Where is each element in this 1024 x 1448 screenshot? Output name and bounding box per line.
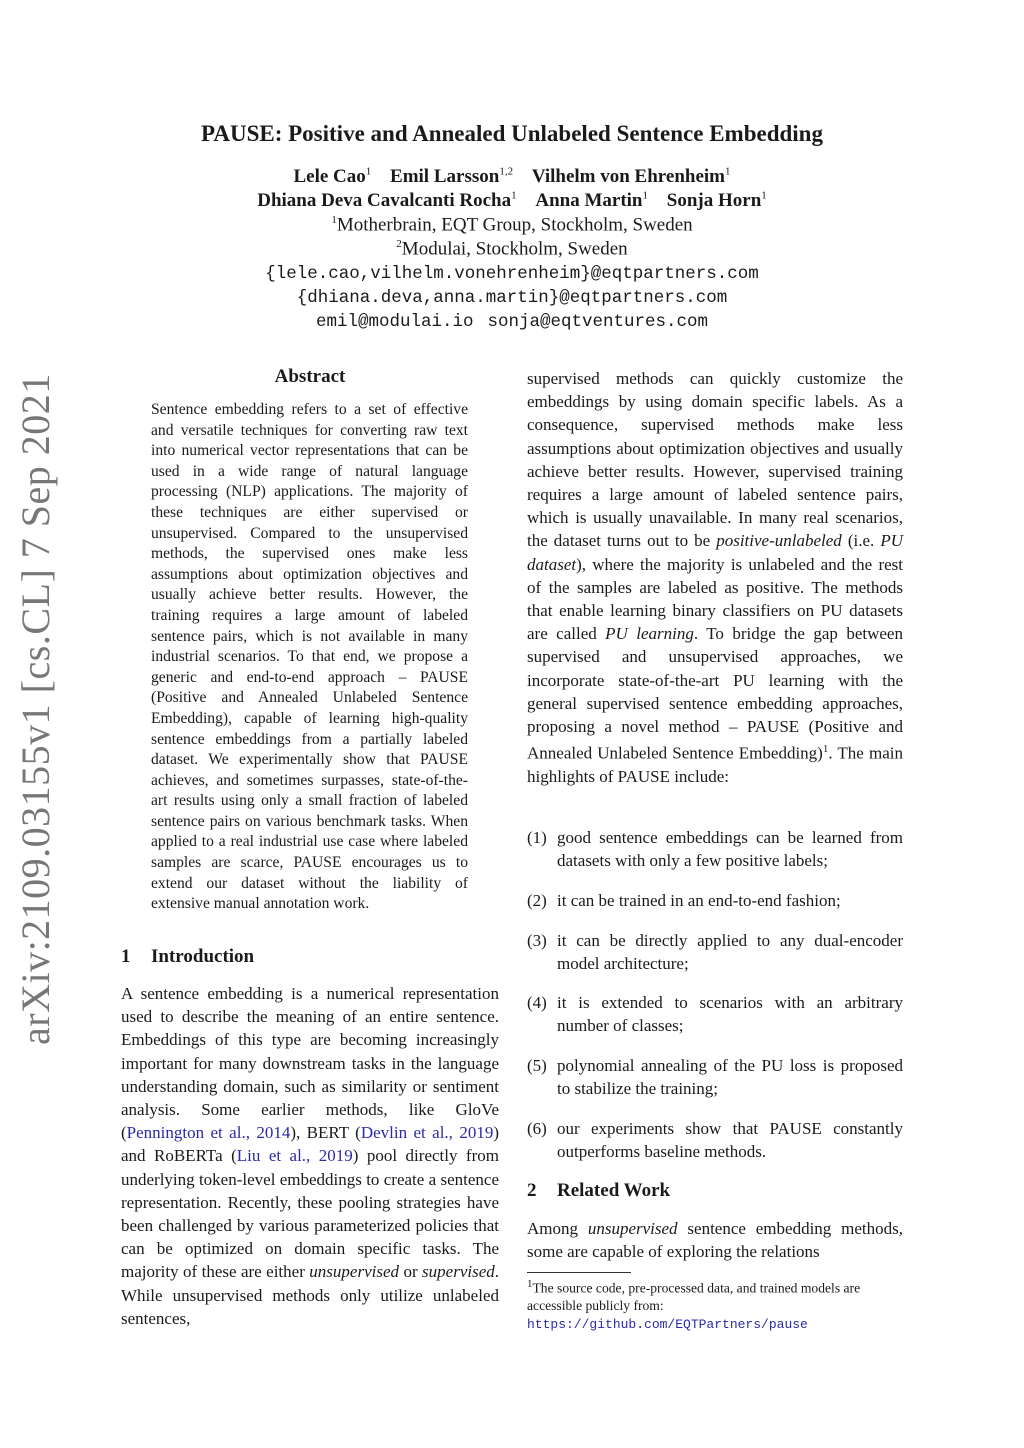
author: Vilhelm von Ehrenheim$^1$ (531, 166, 731, 188)
citation-link[interactable]: Liu et al., 2019 (236, 1146, 353, 1166)
introduction-continued: supervised methods can quickly customize the embeddings by using domain specific labels. As a consequence, supervised methods make less assumptions about optimization objectives and usually achieve better results. However, supervised training requires a large amount of labeled sentence pairs, which is usually unavailable. In many real scenarios, the dataset turns out to be positive-unlabeled (i.e. PU dataset), where the majority is unlabeled and the rest of the samples are labeled as positive. The methods that enable learning binary classifiers on PU datasets are called PU learning. To bridge the gap between supervised and unsupervised approaches, we incorporate state-of-the-art PU learning with the general supervised sentence embedding approaches, proposing a novel method – PAUSE (Positive and Annealed Unlabeled Sentence Embedding)$^1$. The main highlights of PAUSE include: (527, 369, 903, 787)
authors-line-1 (0, 166, 1024, 188)
affiliation-2: $^2$Modulai, Stockholm, Sweden (396, 238, 628, 260)
affiliation-1: $^1$Motherbrain, EQT Group, Stockholm, Sweden (331, 214, 693, 236)
list-item: (2) it can be trained in an end-to-end fashion; (527, 891, 841, 910)
abstract-text: Sentence embedding refers to a set of effective and versatile techniques for converting raw text into numerical vector representations that can be used in a wide range of natural language processing (NLP) applications. The majority of these techniques are either supervised or unsupervised. Compared to the unsupervised methods, the supervised ones make less assumptions about optimization objectives and usually achieve better results. However, the training requires a large amount of labeled sentence pairs, which is not available in many industrial scenarios. To that end, we propose a generic and end-to-end approach – PAUSE (Positive and Annealed Unlabeled Sentence Embedding), capable of learning high-quality sentence embeddings from a partially labeled dataset. We experimentally show that PAUSE achieves, and sometimes surpasses, state-of-the-art results using only a small fraction of labeled sentence pairs on various benchmark tasks. When applied to a real industrial use case where labeled samples are scarce, PAUSE encourages us to extend our dataset without the liability of extensive manual annotation work. (151, 401, 468, 913)
list-item: (4) it is extended to scenarios with an arbitrary number of classes; (527, 993, 903, 1036)
list-item: (3) it can be directly applied to any dual-encoder model architecture; (527, 931, 903, 974)
email-line-2: {dhiana.deva,anna.martin}@eqtpartners.com (296, 288, 728, 308)
list-item: (1) good sentence embeddings can be learned from datasets with only a few positive labels; (527, 828, 903, 871)
author: Anna Martin$^1$ (535, 190, 649, 212)
section-heading-related-work: 2 Related Work (527, 1180, 671, 1201)
citation-link[interactable]: Pennington et al., 2014 (126, 1123, 291, 1143)
list-item: (5) polynomial annealing of the PU loss is proposed to stabilize the training; (527, 1056, 903, 1099)
author: Emil Larsson$^{1,2}$ (390, 166, 514, 188)
abstract-heading: Abstract (274, 366, 346, 387)
author: Sonja Horn$^1$ (666, 190, 767, 212)
author: Lele Cao$^1$ (293, 166, 372, 188)
section-heading-introduction: 1 Introduction (121, 946, 255, 967)
author: Dhiana Deva Cavalcanti Rocha$^1$ (257, 190, 517, 212)
arxiv-stamp: arXiv:2109.03155v1 [cs.CL] 7 Sep 2021 (13, 373, 58, 1045)
list-item: (6) our experiments show that PAUSE constantly outperforms baseline methods. (527, 1119, 903, 1162)
introduction-paragraph: A sentence embedding is a numerical representation used to describe the meaning of an entire sentence. Embeddings of this type are becoming increasingly important for many downstream tasks in the language understanding domain, such as similarity or sentiment analysis. Some earlier methods, like GloVe (Pennington et al., 2014), BERT (Devlin et al., 2019) and RoBERTa (Liu et al., 2019) pool directly from underlying token-level embeddings to create a sentence representation. Recently, these pooling strategies have been challenged by various parameterized policies that can be optimized on domain specific tasks. The majority of these are either unsupervised or supervised. While unsupervised methods only utilize unlabeled sentences, (121, 984, 500, 1328)
authors-line-2 (0, 190, 1024, 212)
related-work-paragraph: Among unsupervised sentence embedding methods, some are capable of exploring the relations (527, 1219, 903, 1262)
footnote-url-link[interactable]: https://github.com/EQTPartners/pause (527, 1316, 808, 1332)
paper-title: PAUSE: Positive and Annealed Unlabeled Sentence Embedding (201, 121, 823, 146)
footnote-ref[interactable]: 1 (822, 743, 829, 756)
email-line-1: {lele.cao,vilhelm.vonehrenheim}@eqtpartners.com (265, 264, 759, 284)
citation-link[interactable]: Devlin et al., 2019 (360, 1123, 494, 1143)
footnote: $^1$The source code, pre-processed data, and trained models are accessible publicly from: https://github.com/EQTPartners/pause (527, 1278, 861, 1332)
footnote-divider (527, 1272, 631, 1273)
email-line-3: emil@modulai.io sonja@eqtventures.com (315, 312, 709, 332)
